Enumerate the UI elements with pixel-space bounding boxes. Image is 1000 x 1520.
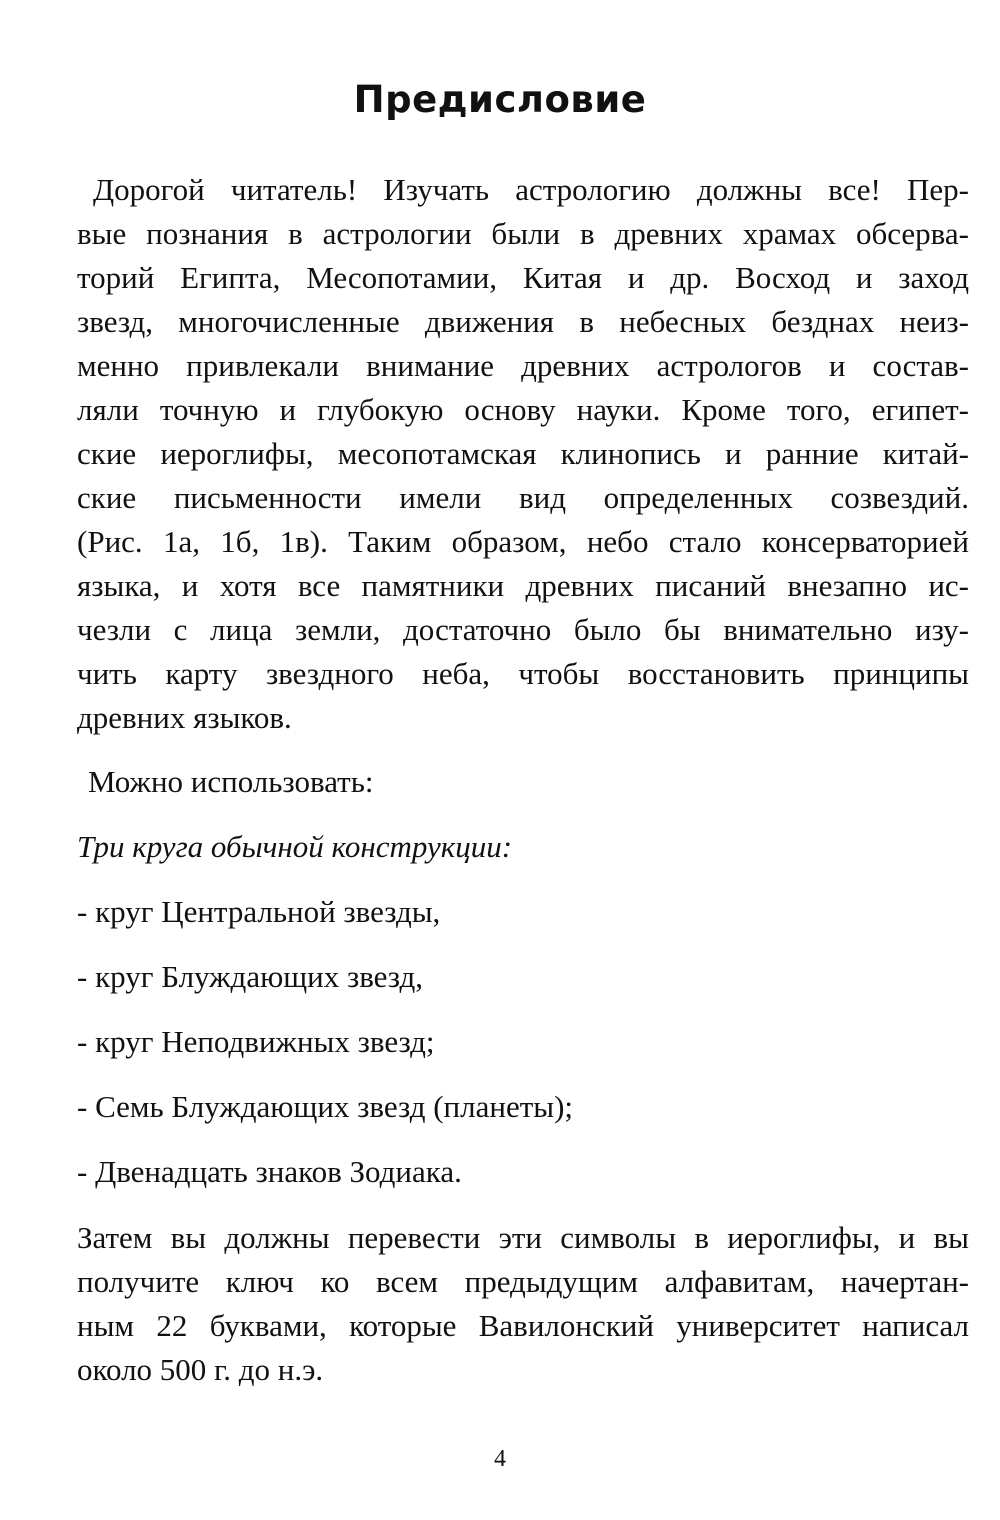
paragraph-line: чезли с лица земли, достаточно было бы внимательно изу- <box>77 612 969 647</box>
paragraph-line: ские иероглифы, месопотамская клинопись и ранние китай- <box>77 436 969 471</box>
list-item: - Двенадцать знаков Зодиака. <box>77 1154 462 1189</box>
paragraph-line: ляли точную и глубокую основу науки. Кроме того, египет- <box>77 392 969 427</box>
page-number: 4 <box>494 1446 506 1472</box>
paragraph-line: Затем вы должны перевести эти символы в иероглифы, и вы <box>77 1220 969 1255</box>
paragraph-line: Дорогой читатель! Изучать астрологию должны все! Пер- <box>93 172 969 207</box>
paragraph-line: чить карту звездного неба, чтобы восстановить принципы <box>77 656 969 691</box>
paragraph-line: (Рис. 1а, 1б, 1в). Таким образом, небо стало консерваторией <box>77 524 969 559</box>
paragraph-line: вые познания в астрологии были в древних храмах обсерва- <box>77 216 969 251</box>
list-item: - Семь Блуждающих звезд (планеты); <box>77 1089 574 1124</box>
paragraph-line: ские письменности имели вид определенных созвездий. <box>77 480 969 515</box>
can-use-heading: Можно использовать: <box>88 764 374 799</box>
paragraph-line: звезд, многочисленные движения в небесных безднах неиз- <box>77 304 969 339</box>
list-item: - круг Блуждающих звезд, <box>77 959 424 994</box>
paragraph-line: торий Египта, Месопотамии, Китая и др. Восход и заход <box>77 260 969 295</box>
paragraph-line: получите ключ ко всем предыдущим алфавитам, начертан- <box>77 1264 969 1299</box>
three-circles-subheading: Три круга обычной конструкции: <box>77 829 513 864</box>
paragraph-line: языка, и хотя все памятники древних писаний внезапно ис- <box>77 568 969 603</box>
paragraph-line: менно привлекали внимание древних астрологов и состав- <box>77 348 969 383</box>
page-title: Предисловие <box>353 78 647 121</box>
paragraph-line: ным 22 буквами, которые Вавилонский университет написал <box>77 1308 969 1343</box>
paragraph-line: около 500 г. до н.э. <box>77 1352 324 1387</box>
list-item: - круг Центральной звезды, <box>77 894 441 929</box>
list-item: - круг Неподвижных звезд; <box>77 1024 435 1059</box>
paragraph-line: древних языков. <box>77 700 292 735</box>
